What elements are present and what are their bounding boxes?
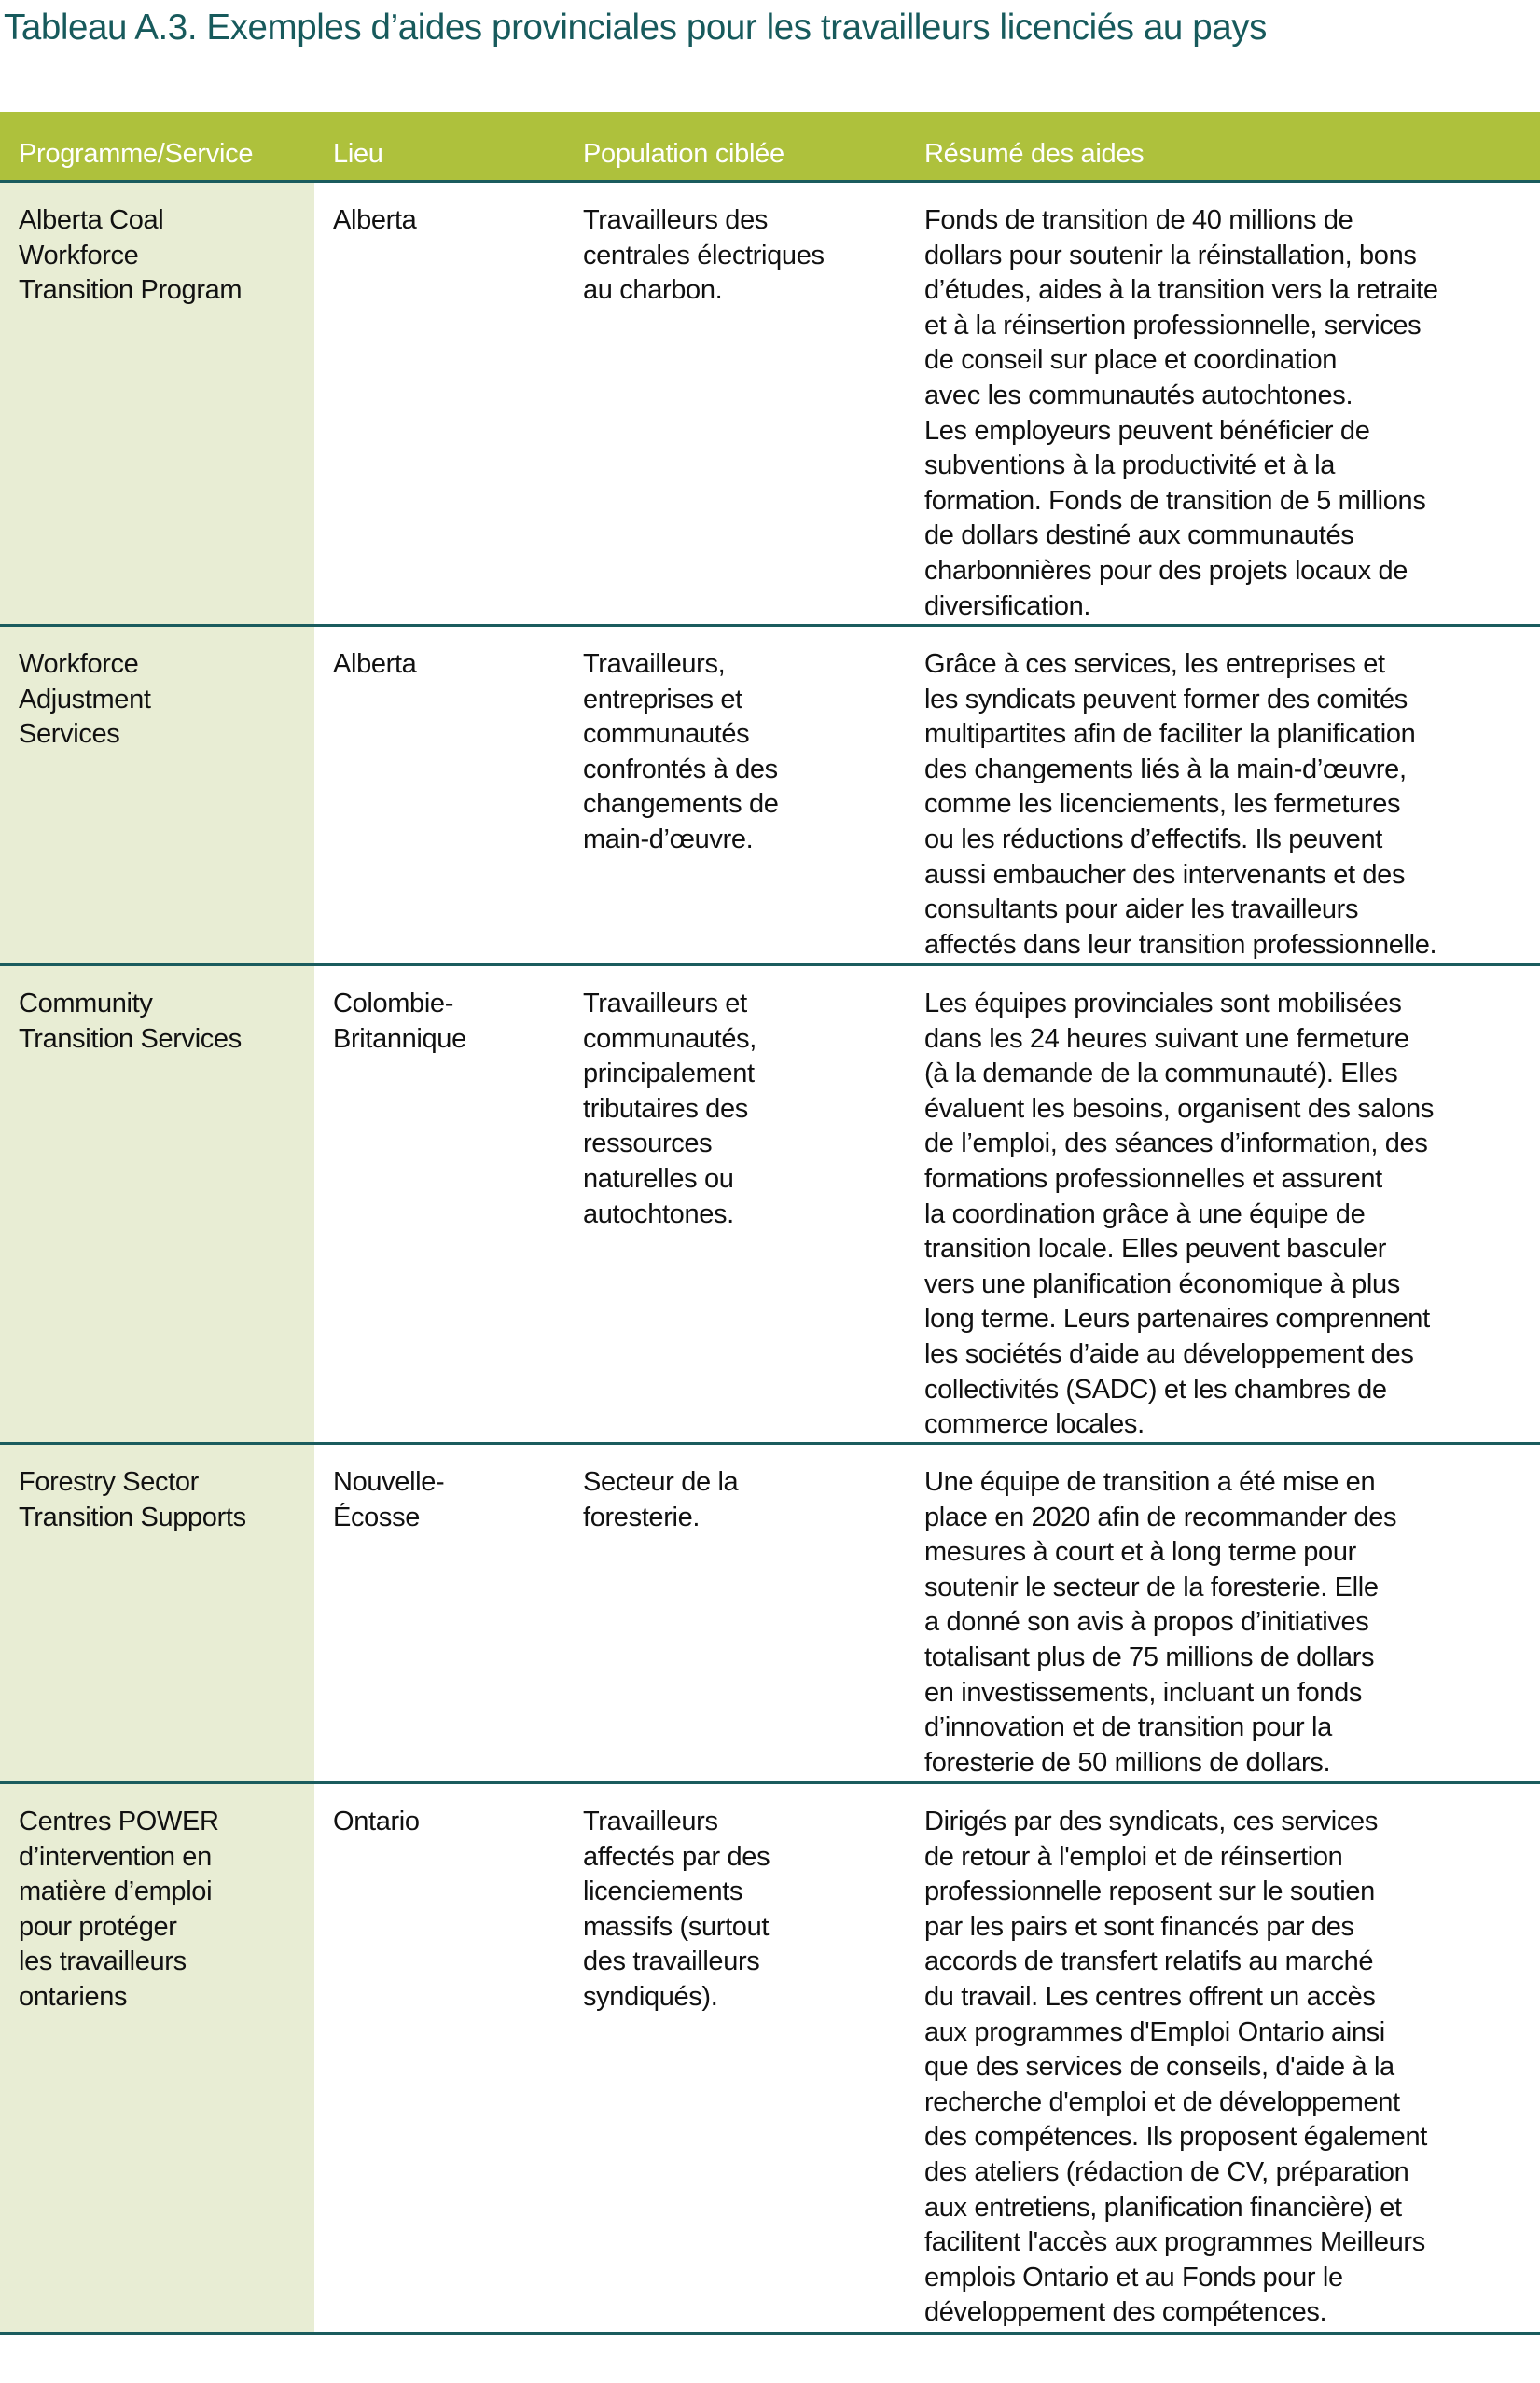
cell-line: affectés dans leur transition professionnelle. [924,929,1437,960]
cell-line: consultants pour aider les travailleurs [924,894,1359,925]
cell-line: changements de [583,789,779,820]
table-row [0,1784,1540,2335]
cell-line: formations professionnelles et assurent [924,1163,1382,1194]
header-resume: Résumé des aides [924,139,1145,169]
cell-line: Travailleurs et [583,989,747,1018]
cell-line: Forestry Sector [19,1467,199,1497]
cell-line: des changements liés à la main-d’œuvre, [924,754,1407,784]
cell-line: place en 2020 afin de recommander des [924,1502,1397,1532]
cell-line: affectés par des [583,1841,770,1872]
cell-line: communautés, [583,1023,756,1054]
cell-line: multipartites afin de faciliter la planification [924,719,1416,750]
cell-line: Une équipe de transition a été mise en [924,1467,1376,1497]
cell-line: d’intervention en [19,1841,212,1872]
cell-line: main-d’œuvre. [583,824,754,854]
cell-population [583,987,756,1232]
table-row [0,1445,1540,1784]
cell-line: Secteur de la [583,1467,739,1497]
cell-lieu [333,1465,444,1535]
cell-line: principalement [583,1059,755,1089]
cell-line: Alberta [333,205,417,235]
cell-line: Transition Services [19,1023,242,1054]
cell-line: Alberta [333,649,417,679]
cell-line: ressources [583,1129,713,1159]
cell-line: entreprises et [583,684,742,714]
cell-line: naturelles ou [583,1163,734,1194]
cell-line: autochtones. [583,1198,734,1229]
cell-line: d’études, aides à la transition vers la retraite [924,275,1438,306]
provincial-aid-table [0,112,1540,2335]
header-lieu: Lieu [333,139,383,169]
cell-population [583,1465,738,1535]
cell-line: Écosse [333,1502,420,1532]
cell-population [583,1805,770,2016]
cell-line: Les employeurs peuvent bénéficier de [924,415,1370,446]
table-row [0,966,1540,1445]
cell-line: les syndicats peuvent former des comités [924,684,1408,714]
cell-line: Community [19,989,153,1018]
cell-line: aussi embaucher des intervenants et des [924,859,1406,890]
cell-line: syndiqués). [583,1981,718,2012]
cell-line: Britannique [333,1023,466,1054]
cell-resume [924,1465,1396,1780]
cell-line: Travailleurs, [583,649,726,679]
cell-line: emplois Ontario et au Fonds pour le [924,2262,1343,2293]
cell-line: des compétences. Ils proposent également [924,2122,1427,2153]
cell-line: pour protéger [19,1911,177,1942]
table-row [0,183,1540,627]
cell-line: long terme. Leurs partenaires comprennent [924,1304,1430,1335]
cell-line: ou les réductions d’effectifs. Ils peuvent [924,824,1382,854]
cell-line: vers une planification économique à plus [924,1268,1400,1299]
cell-line: Ontario [333,1807,420,1836]
cell-line: collectivités (SADC) et les chambres de [924,1374,1387,1405]
cell-line: subventions à la productivité et à la [924,450,1336,481]
cell-line: centrales électriques [583,240,825,270]
table-header [0,112,1540,183]
cell-line: commerce locales. [924,1409,1145,1440]
header-population: Population ciblée [583,139,784,169]
header-programme: Programme/Service [19,139,254,169]
cell-programme [19,203,242,309]
cell-line: (à la demande de la communauté). Elles [924,1059,1398,1089]
cell-line: facilitent l'accès aux programmes Meilleurs [924,2227,1425,2258]
cell-line: formation. Fonds de transition de 5 millions [924,485,1426,516]
cell-line: avec les communautés autochtones. [924,380,1353,410]
cell-resume [924,647,1436,963]
cell-line: massifs (surtout [583,1911,770,1942]
cell-line: mesures à court et à long terme pour [924,1537,1356,1568]
cell-line: recherche d'emploi et de développement [924,2086,1400,2117]
cell-line: et à la réinsertion professionnelle, services [924,310,1422,340]
cell-line: de retour à l'emploi et de réinsertion [924,1841,1343,1872]
cell-line: Nouvelle- [333,1467,445,1497]
cell-line: des ateliers (rédaction de CV, préparation [924,2156,1409,2187]
cell-line: développement des compétences. [924,2297,1327,2328]
cell-line: Workforce [19,240,139,270]
cell-line: Les équipes provinciales sont mobilisées [924,989,1402,1018]
cell-line: Dirigés par des syndicats, ces services [924,1807,1378,1836]
cell-line: matière d’emploi [19,1877,213,1907]
cell-line: par les pairs et sont financés par des [924,1911,1354,1942]
cell-line: soutenir le secteur de la foresterie. Elle [924,1572,1379,1602]
cell-line: aux entretiens, planification financière) et [924,2192,1402,2223]
cell-line: dans les 24 heures suivant une fermeture [924,1023,1409,1054]
table-body [0,183,1540,2335]
cell-line: au charbon. [583,275,723,306]
cell-line: accords de transfert relatifs au marché [924,1947,1374,1977]
cell-line: confrontés à des [583,754,778,784]
cell-lieu [333,1805,420,1840]
cell-line: a donné son avis à propos d’initiatives [924,1607,1369,1638]
cell-line: licenciements [583,1877,743,1907]
cell-resume [924,1805,1427,2331]
cell-lieu [333,987,466,1057]
cell-line: de dollars destiné aux communautés [924,520,1354,551]
cell-lieu [333,203,416,239]
cell-line: Grâce à ces services, les entreprises et [924,649,1385,679]
cell-line: Centres POWER [19,1807,219,1836]
cell-programme [19,647,151,753]
cell-line: dollars pour soutenir la réinstallation, bons [924,240,1417,270]
cell-programme [19,1805,219,2016]
cell-line: du travail. Les centres offrent un accès [924,1981,1376,2012]
cell-line: Transition Supports [19,1502,246,1532]
cell-line: Adjustment [19,684,151,714]
table-title: Tableau A.3. Exemples d’aides provinciales pour les travailleurs licenciés au pays [4,7,1267,48]
cell-line: totalisant plus de 75 millions de dollars [924,1642,1375,1672]
cell-line: foresterie de 50 millions de dollars. [924,1747,1331,1778]
cell-line: la coordination grâce à une équipe de [924,1198,1366,1229]
cell-line: que des services de conseils, d'aide à la [924,2052,1394,2083]
cell-line: aux programmes d'Emploi Ontario ainsi [924,2016,1385,2047]
cell-line: diversification. [924,590,1091,621]
cell-resume [924,987,1434,1443]
cell-line: les sociétés d’aide au développement des [924,1338,1414,1369]
table-row [0,627,1540,966]
cell-line: Services [19,719,120,750]
cell-line: professionnelle reposent sur le soutien [924,1877,1375,1907]
cell-population [583,647,779,858]
cell-line: Travailleurs [583,1807,718,1836]
cell-line: Workforce [19,649,139,679]
cell-line: Travailleurs des [583,205,769,235]
cell-line: Fonds de transition de 40 millions de [924,205,1353,235]
cell-line: Transition Program [19,275,243,306]
cell-line: Colombie- [333,989,454,1018]
cell-population [583,203,825,309]
cell-line: des travailleurs [583,1947,760,1977]
cell-line: en investissements, incluant un fonds [924,1677,1363,1708]
cell-line: Alberta Coal [19,205,164,235]
cell-line: de l’emploi, des séances d’information, des [924,1129,1428,1159]
cell-line: transition locale. Elles peuvent basculer [924,1234,1387,1265]
cell-lieu [333,647,416,683]
cell-line: d’innovation et de transition pour la [924,1712,1332,1743]
cell-resume [924,203,1438,624]
cell-line: évaluent les besoins, organisent des salons [924,1093,1434,1124]
cell-line: de conseil sur place et coordination [924,345,1338,376]
cell-line: ontariens [19,1981,128,2012]
cell-line: charbonnières pour des projets locaux de [924,555,1408,586]
cell-line: les travailleurs [19,1947,187,1977]
cell-line: comme les licenciements, les fermetures [924,789,1401,820]
cell-line: tributaires des [583,1093,748,1124]
cell-line: communautés [583,719,750,750]
cell-programme [19,987,242,1057]
cell-programme [19,1465,246,1535]
cell-line: foresterie. [583,1502,701,1532]
